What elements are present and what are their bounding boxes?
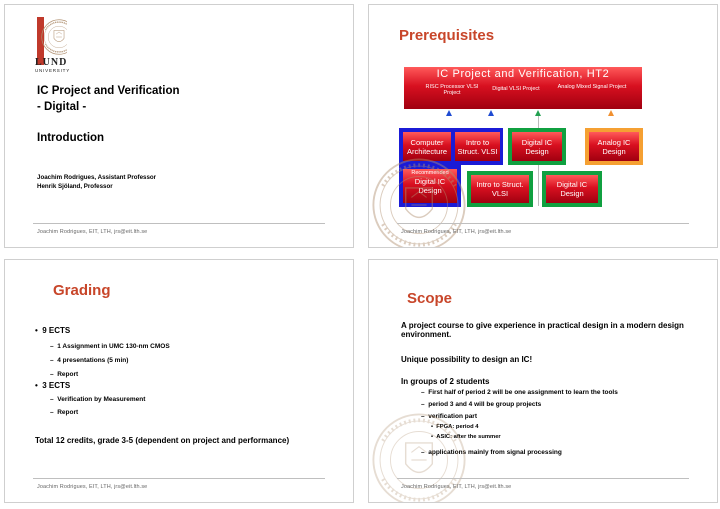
arrow-up-icon (446, 110, 452, 116)
university-seal-icon (17, 13, 67, 59)
arrow-up-icon (608, 110, 614, 116)
bullet-applications: – applications mainly from signal processing (421, 449, 562, 456)
footer-text: Joachim Rodrigues, EIT, LTH, jrs@eit.lth.se (37, 484, 148, 490)
slide-grading (4, 259, 354, 503)
bullet-9-ects: • 9 ECTS (35, 326, 71, 335)
footer-divider (33, 223, 325, 224)
footer-divider (397, 223, 689, 224)
box-digital-ic-design-rec: Digital IC Design (414, 177, 446, 195)
project-analog: Analog Mixed Signal Project (557, 84, 627, 90)
scope-groups: In groups of 2 students (401, 377, 490, 386)
course-title: IC Project and Verification (37, 85, 180, 97)
bullet-report: – Report (50, 371, 79, 378)
bullet-assignment: – 1 Assignment in UMC 130-nm CMOS (50, 343, 170, 350)
arrow-up-icon (488, 110, 494, 116)
bullet-period-3-4: – period 3 and 4 will be group projects (421, 401, 542, 408)
bullet-verification: – Verification by Measurement (50, 396, 146, 403)
author-2: Henrik Sjöland, Professor (37, 183, 113, 190)
bullet-presentations: – 4 presentations (5 min) (50, 357, 129, 364)
bullet-verification-part: – verification part (421, 413, 477, 420)
recommended-label: Recommended (411, 170, 449, 176)
bullet-asic: • ASIC: after the summer (431, 434, 501, 440)
bullet-report-2: – Report (50, 409, 79, 416)
course-subtitle: - Digital - (37, 101, 87, 113)
section-title: Introduction (37, 132, 105, 144)
total-credits: Total 12 credits, grade 3-5 (dependent on project and performance) (35, 436, 290, 445)
logo-word: LUND (35, 57, 68, 68)
logo-sub: UNIVERSITY (35, 68, 71, 73)
project-risc: RISC Processor VLSI Project (425, 84, 479, 96)
footer-divider (33, 478, 325, 479)
slide-title: Scope (407, 290, 453, 307)
footer-divider (397, 478, 689, 479)
slide-scope (368, 259, 718, 503)
bullet-first-half: – First half of period 2 will be one assignment to learn the tools (421, 389, 618, 396)
footer-text: Joachim Rodrigues, EIT, LTH, jrs@eit.lth.se (401, 229, 512, 235)
box-analog-ic-design: Analog IC Design (589, 132, 639, 161)
slide-title: Prerequisites (399, 27, 495, 44)
box-intro-struct-vlsi-2: Intro to Struct. VLSI (471, 175, 529, 203)
slide-title (4, 4, 354, 248)
footer-text: Joachim Rodrigues, EIT, LTH, jrs@eit.lth.se (37, 229, 148, 235)
author-1: Joachim Rodrigues, Assistant Professor (37, 174, 157, 181)
scope-intro: A project course to give experience in practical design in a modern design environment. (401, 321, 684, 339)
slide-title: Grading (53, 282, 111, 299)
main-course-label: IC Project and Verification, HT2 (436, 68, 610, 80)
bullet-3-ects: • 3 ECTS (35, 381, 71, 390)
project-digital: Digital VLSI Project (492, 86, 540, 92)
bullet-fpga: • FPGA: period 4 (431, 424, 479, 430)
box-digital-ic-design-2: Digital IC Design (546, 175, 598, 203)
footer-text: Joachim Rodrigues, EIT, LTH, jrs@eit.lth.se (401, 484, 512, 490)
box-digital-ic-design: Digital IC Design (512, 132, 562, 161)
box-intro-struct-vlsi: Intro to Struct. VLSI (455, 132, 500, 161)
box-computer-architecture: Computer Architecture (403, 132, 451, 161)
slide-prerequisites (368, 4, 718, 248)
scope-unique: Unique possibility to design an IC! (401, 355, 533, 364)
